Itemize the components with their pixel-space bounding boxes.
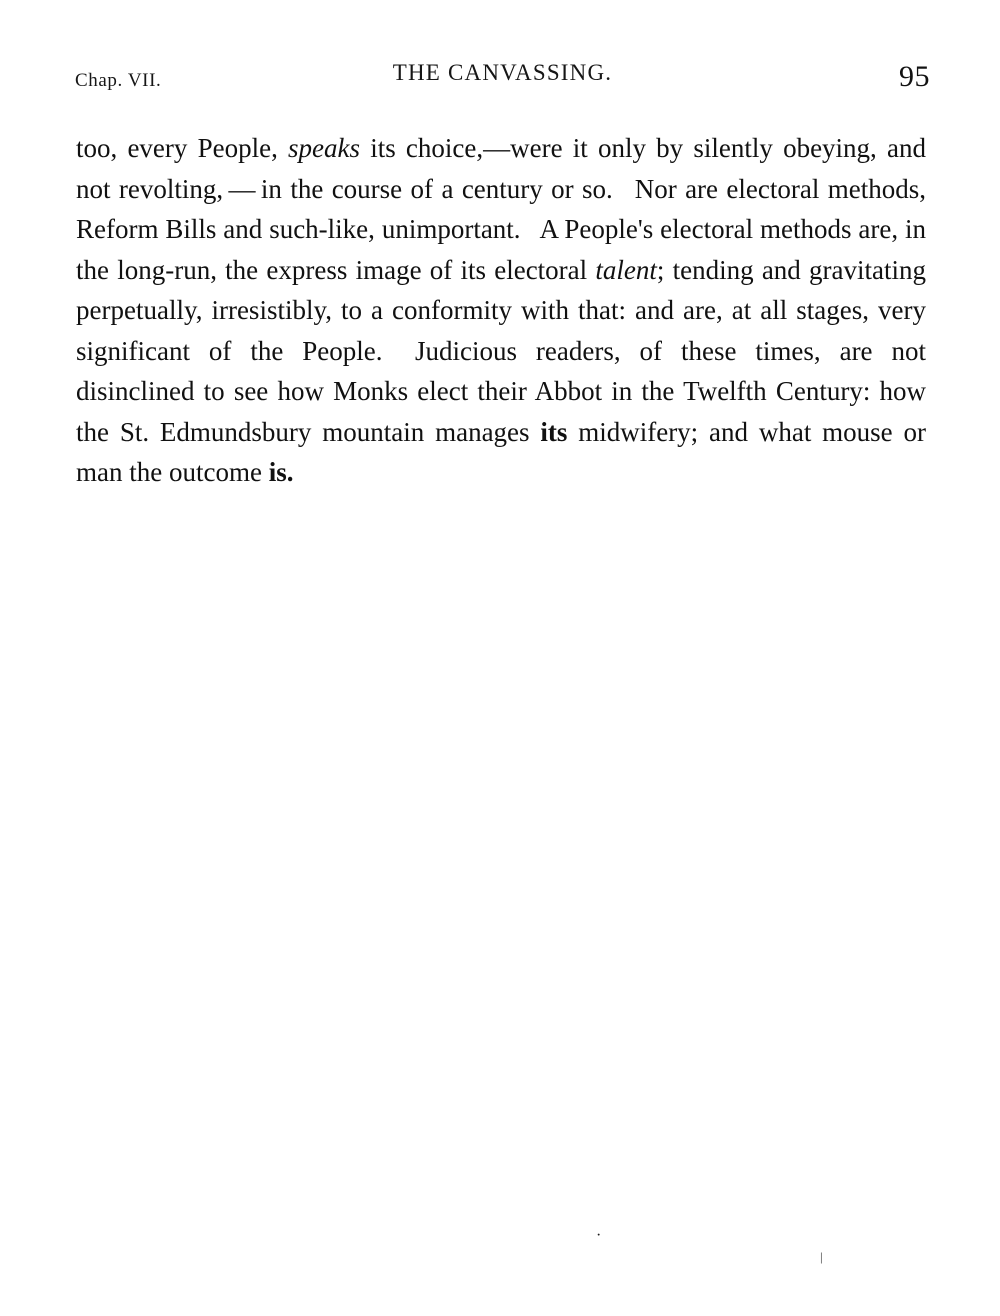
page-header bbox=[75, 60, 930, 106]
right-foot-mark: | bbox=[820, 1249, 823, 1264]
running-title: THE CANVASSING. bbox=[392, 60, 613, 85]
chapter-label: Chap. VII. bbox=[75, 70, 162, 91]
body-paragraph: too, every People, speaks its choice,—were it only by silently obeying, and not revolting, — in the course of a century or so. Nor are electoral methods, Reform Bills and such-like, unimportant. A People's electoral methods are, in the long-run, the express image of its electoral talent; tending and gravitating perpetually, irresistibly, to a conformity with that: and are, at all stages, very significant of the People. Judicious readers, of these times, are not disinclined to see how Monks elect their Abbot in the Twelfth Century: how the St. Edmundsbury mountain manages its midwifery; and what mouse or man the outcome is. bbox=[76, 133, 927, 487]
center-foot-mark: · bbox=[596, 1227, 602, 1244]
page-number: 95 bbox=[899, 60, 930, 93]
